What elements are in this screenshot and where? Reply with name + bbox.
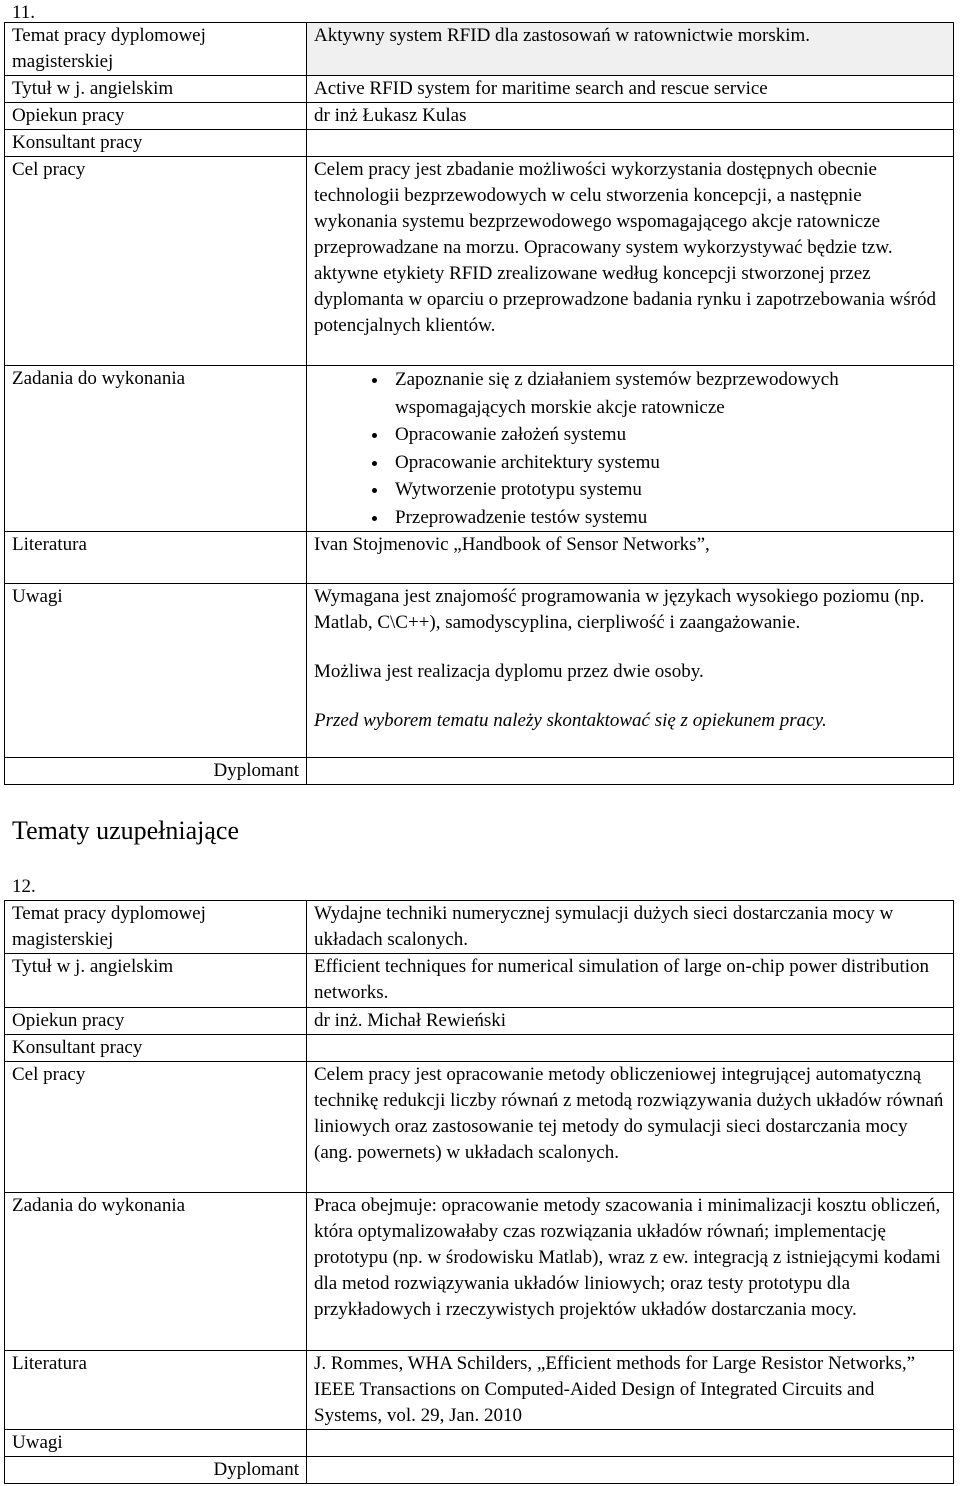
value-topic: Aktywny system RFID dla zastosowań w ratownictwie morskim. [307,23,954,76]
value-consultant [307,130,954,157]
label-supervisor: Opiekun pracy [5,103,307,130]
label-tasks: Zadania do wykonania [5,1193,307,1351]
note-two-people: Możliwa jest realizacja dyplomu przez dwie osoby. [314,661,704,682]
label-topic: Temat pracy dyplomowej magisterskiej [5,901,307,954]
value-consultant [307,1035,954,1062]
label-consultant: Konsultant pracy [5,130,307,157]
label-notes: Uwagi [5,1430,307,1457]
section-title: Tematy uzupełniające [12,816,240,845]
label-student: Dyplomant [5,758,307,785]
thesis-table-11 [4,22,954,785]
entry-number: 11. [12,2,36,23]
entry-number: 12. [12,876,36,897]
thesis-table-12 [4,900,954,1484]
note-requirements: Wymagana jest znajomość programowania w językach wysokiego poziomu (np. Matlab, C\C++), samodyscyplina, cierpliwość i zaangażowanie. [314,586,925,633]
value-goal: Celem pracy jest zbadanie możliwości wykorzystania dostępnych obecnie technologii bezprzewodowych w celu stworzenia koncepcji, a następnie wykonania systemu bezprzewodowego wspomagającego akcje ratownicze przeprowadzane na morzu. Opracowany system wykorzystywać będzie tzw. aktywne etykiety RFID zrealizowane według koncepcji stworzonej przez dyplomanta w oparciu o przeprowadzone badania rynku i zapotrzebowania wśród potencjalnych klientów. [307,157,954,366]
label-consultant: Konsultant pracy [5,1035,307,1062]
list-item: • Zapoznanie się z działaniem systemów bezprzewodowych wspomagających morskie akcje ratownicze [389,366,946,421]
label-literature: Literatura [5,532,307,584]
list-item: • Opracowanie architektury systemu [389,449,946,477]
label-tasks: Zadania do wykonania [5,366,307,532]
value-supervisor: dr inż Łukasz Kulas [307,103,954,130]
value-supervisor: dr inż. Michał Rewieński [307,1008,954,1035]
label-literature: Literatura [5,1351,307,1430]
label-title-en: Tytuł w j. angielskim [5,954,307,1008]
label-notes: Uwagi [5,584,307,758]
list-item: • Opracowanie założeń systemu [389,421,946,449]
label-student: Dyplomant [5,1457,307,1484]
task-list [314,366,946,531]
value-student [307,758,954,785]
list-item: • Wytworzenie prototypu systemu [389,476,946,504]
value-student [307,1457,954,1484]
label-title-en: Tytuł w j. angielskim [5,76,307,103]
label-supervisor: Opiekun pracy [5,1008,307,1035]
label-topic: Temat pracy dyplomowej magisterskiej [5,23,307,76]
value-title-en: Active RFID system for maritime search and rescue service [307,76,954,103]
value-notes [307,584,954,758]
label-goal: Cel pracy [5,157,307,366]
label-goal: Cel pracy [5,1062,307,1193]
value-title-en: Efficient techniques for numerical simulation of large on-chip power distribution networks. [307,954,954,1008]
value-tasks [307,366,954,532]
value-topic: Wydajne techniki numerycznej symulacji dużych sieci dostarczania mocy w układach scalonych. [307,901,954,954]
note-contact: Przed wyborem tematu należy skontaktować się z opiekunem pracy. [314,710,827,731]
value-tasks: Praca obejmuje: opracowanie metody szacowania i minimalizacji kosztu obliczeń, która optymalizowałaby czas rozwiązania układów równań; implementację prototypu (np. w środowisku Matlab), wraz z ew. integracją z istniejącymi kodami dla metod rozwiązywania układów liniowych; oraz testy prototypu dla przykładowych i rzeczywistych projektów układów dostarczania mocy. [307,1193,954,1351]
value-goal: Celem pracy jest opracowanie metody obliczeniowej integrującej automatyczną technikę redukcji liczby równań z metodą rozwiązywania dużych układów równań liniowych oraz zastosowanie tej metody do symulacji sieci dostarczania mocy (ang. powernets) w układach scalonych. [307,1062,954,1193]
value-notes [307,1430,954,1457]
value-literature: Ivan Stojmenovic „Handbook of Sensor Networks”, [307,532,954,584]
value-literature: J. Rommes, WHA Schilders, „Efficient methods for Large Resistor Networks,” IEEE Transactions on Computed-Aided Design of Integrated Circuits and Systems, vol. 29, Jan. 2010 [307,1351,954,1430]
list-item: • Przeprowadzenie testów systemu [389,504,946,532]
